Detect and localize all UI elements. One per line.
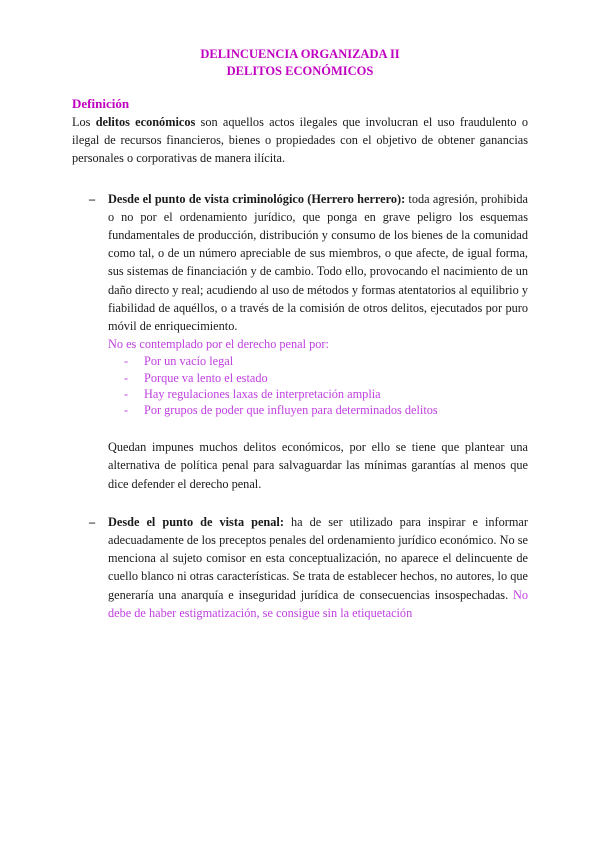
sub-list-intro: No es contemplado por el derecho penal por:: [108, 337, 329, 352]
document-title: [72, 46, 528, 80]
definition-pre: Los: [72, 115, 96, 129]
reason-text: Hay regulaciones laxas de interpretación amplia: [144, 386, 381, 401]
sub-dash: -: [124, 403, 129, 418]
perspective-penal: [72, 513, 528, 622]
reason-item: [124, 386, 528, 402]
definition-heading: Definición: [72, 96, 130, 111]
penal-text: ha de ser utilizado para inspirar e informar adecuadamente de los preceptos penales del ordenamiento jurídico económico. No se menciona al sujeto comisor en esta conceptualización, no aparece el delincuente de cuello blanco ni otras características. Se trata de establecer hechos, no autores, lo que generaría una anarquía e inseguridad jurídica de consecuencias insospechadas.: [108, 514, 528, 602]
definition-bold-term: delitos económicos: [95, 115, 196, 129]
reasons-list: [108, 353, 528, 418]
impunity-paragraph: Quedan impunes muchos delitos económicos, por ello se tiene que plantear una alternativa de política penal para salvaguardar las mínimas garantías al menos que dice defender el derecho penal.: [108, 440, 528, 491]
sub-dash: -: [124, 370, 129, 385]
perspectives-list: [72, 190, 528, 622]
list-dash: –: [89, 514, 96, 529]
title-line-1: DELINCUENCIA ORGANIZADA II: [200, 47, 400, 61]
title-line-2: DELITOS ECONÓMICOS: [226, 64, 374, 78]
reason-text: Por grupos de poder que influyen para determinados delitos: [144, 403, 438, 418]
list-dash: –: [89, 191, 96, 206]
perspective-criminological: [72, 190, 528, 493]
reason-text: Porque va lento el estado: [144, 370, 268, 385]
penal-paragraph: [108, 513, 528, 622]
reason-text: Por un vacío legal: [144, 354, 234, 369]
reason-item: [124, 353, 528, 369]
reason-item: [124, 402, 528, 418]
criminological-paragraph: [108, 190, 528, 336]
sub-dash: -: [124, 354, 129, 369]
reason-item: [124, 370, 528, 386]
penal-highlight: No debe de haber estigmatización, se consigue sin la etiquetación: [108, 587, 528, 620]
definition-paragraph: [72, 113, 528, 168]
criminological-text: toda agresión, prohibida o no por el ordenamiento jurídico, que ponga en grave peligro los esquemas fundamentales de producción, distribución y consumo de los bienes de la comunidad como tal, o de un número apreciable de sus miembros, o que afecte, de igual forma, sus sistemas de financiación y de cambio. Todo ello, provocando el nacimiento de un daño directo y real; acudiendo al uso de métodos y formas atentatorios al equilibrio y fiabilidad de aquéllos, o a través de la comisión de otros delitos, ejecutados por puro móvil de enriquecimiento.: [108, 191, 528, 334]
definition-post: son aquellos actos ilegales que involucran el uso fraudulento o ilegal de recursos financieros, bienes o propiedades con el objetivo de obtener ganancias personales o corporativas de manera ilícita.: [72, 115, 528, 166]
penal-bold: Desde el punto de vista penal:: [108, 514, 284, 529]
sub-dash: -: [124, 386, 129, 401]
criminological-bold: Desde el punto de vista criminológico (Herrero herrero):: [108, 191, 406, 206]
